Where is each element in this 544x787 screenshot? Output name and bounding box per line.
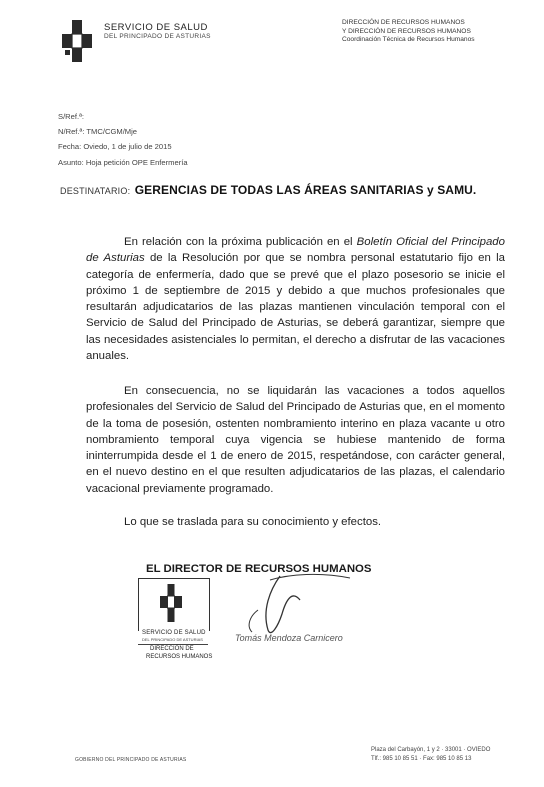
handwritten-signature xyxy=(240,570,380,640)
header-department-line: Y DIRECCIÓN DE RECURSOS HUMANOS xyxy=(342,27,471,35)
stamp-line-3: DIRECCIÓN DE xyxy=(150,646,194,652)
p1-text-b: de la Resolución por que se nombra personal estatutario fijo en la categoría de enfermería, dado que se prevé que el plazo posesorio se inicie el próximo 1 de septiembre de 2015 y debido a que muchos profesionales que resultarán adjudicatarios de las plazas mantienen vinculación temporal con el Servicio de Salud del Principado de Asturias, se deberá garantizar, siempre que las necesidades asistenciales lo permitan, el derecho a disfrutar de las vacaciones anuales. xyxy=(86,252,505,363)
footer-government: GOBIERNO DEL PRINCIPADO DE ASTURIAS xyxy=(75,757,187,763)
recipient-value: GERENCIAS DE TODAS LAS ÁREAS SANITARIAS y SAMU. xyxy=(134,183,477,197)
stamp-divider xyxy=(138,644,208,645)
p1-italic-bulletin: Boletín Oficial del Principado de Asturias xyxy=(86,236,505,265)
footer-address xyxy=(371,746,490,764)
stamp-line-1: SERVICIO DE SALUD xyxy=(142,630,206,636)
header-department xyxy=(342,19,475,45)
signer-name: Tomás Mendoza Carnicero xyxy=(235,633,343,643)
recipient-line xyxy=(60,181,476,199)
body-paragraph-2: En consecuencia, no se liquidarán las vacaciones a todos aquellos profesionales del Servicio de Salud del Principado de Asturias que, en el momento de la toma de posesión, ostenten nombramiento interino en plaza vacante u otro nombramiento temporal cuya vigencia se hubiese mantenido de forma ininterrumpida desde el 1 de enero de 2015, respetándose, con carácter general, en el nuevo destino en el que resulten adjudicatarios de las plazas, el calendario vacacional previamente programado. xyxy=(86,385,505,495)
body-paragraph-1 xyxy=(86,234,505,364)
health-service-cross-logo xyxy=(62,20,92,66)
footer-address-line: Plaza del Carbayón, 1 y 2 · 33001 · OVIEDO xyxy=(371,747,491,753)
p1-text-a: En relación con la próxima publicación en el xyxy=(124,236,357,248)
date-line: Fecha: Oviedo, 1 de julio de 2015 xyxy=(58,142,172,152)
recipient-label: DESTINATARIO: xyxy=(60,186,131,196)
header-department-line: Coordinación Técnica de Recursos Humanos xyxy=(342,36,475,43)
official-stamp xyxy=(138,578,213,680)
org-name: SERVICIO DE SALUD xyxy=(104,22,208,33)
our-reference: N/Ref.ª: TMC/CGM/Mje xyxy=(58,127,138,137)
reference-block xyxy=(58,109,188,170)
header-department-line: DIRECCIÓN DE RECURSOS HUMANOS xyxy=(342,19,465,26)
subject-line: Asunto: Hoja petición OPE Enfermería xyxy=(58,157,188,167)
signer-title: EL DIRECTOR DE RECURSOS HUMANOS xyxy=(146,563,372,575)
footer-phone-line: Tlf.: 985 10 85 51 · Fax: 985 10 85 13 xyxy=(371,756,472,762)
body-paragraph-3: Lo que se traslada para su conocimiento y efectos. xyxy=(124,516,382,528)
your-reference: S/Ref.ª: xyxy=(58,112,85,121)
stamp-line-4: RECURSOS HUMANOS xyxy=(146,654,213,660)
stamp-line-2: DEL PRINCIPADO DE ASTURIAS xyxy=(142,637,203,642)
stamp-cross-logo xyxy=(160,584,182,624)
org-subtitle: DEL PRINCIPADO DE ASTURIAS xyxy=(104,33,211,40)
